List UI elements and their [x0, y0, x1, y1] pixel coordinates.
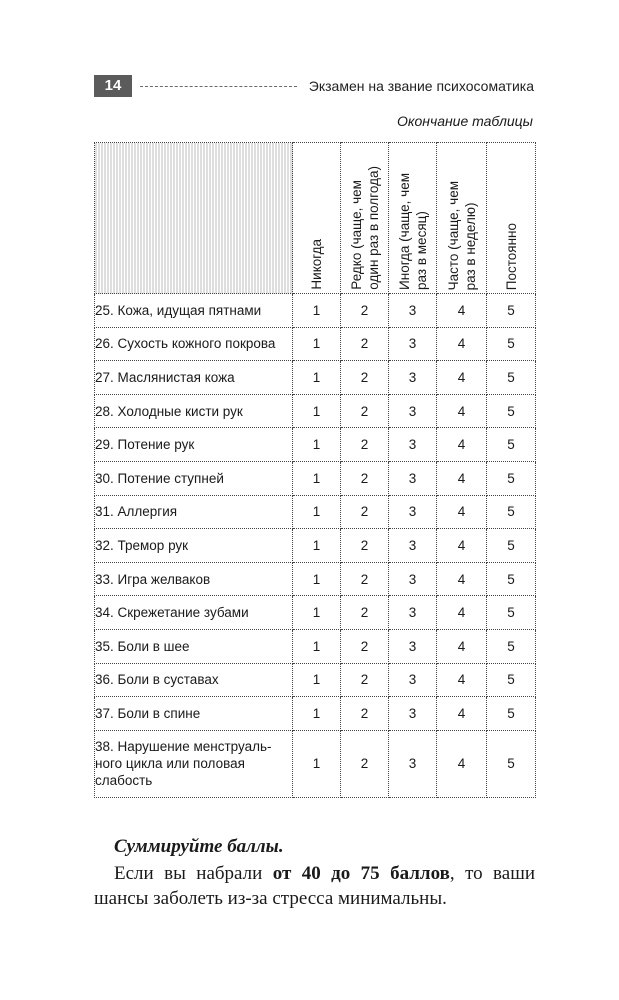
score-cell: 5 [487, 562, 536, 596]
score-cell: 5 [487, 394, 536, 428]
summary-text-end: , то ваши шансы заболеть из-за стресса минимальны. [94, 863, 535, 909]
table-row [95, 529, 536, 563]
score-cell: 1 [293, 629, 341, 663]
score-cell: 1 [293, 730, 341, 797]
column-header [341, 143, 389, 294]
score-cell: 3 [389, 596, 437, 630]
symptom-label: 25. Кожа, идущая пятнами [95, 294, 293, 328]
symptom-label: 30. Потение ступней [95, 461, 293, 495]
table-header-corner [95, 143, 293, 294]
column-header [487, 143, 536, 294]
score-cell: 4 [437, 294, 487, 328]
symptom-label: 32. Тремор рук [95, 529, 293, 563]
table-row [95, 327, 536, 361]
table-row [95, 461, 536, 495]
score-cell: 2 [341, 529, 389, 563]
symptom-label: 36. Боли в суставах [95, 663, 293, 697]
symptom-label: 34. Скрежетание зубами [95, 596, 293, 630]
score-cell: 4 [437, 663, 487, 697]
score-cell: 1 [293, 697, 341, 731]
score-cell: 3 [389, 394, 437, 428]
table-caption: Окончание таблицы [396, 113, 533, 129]
symptom-label: 26. Сухость кожного покрова [95, 327, 293, 361]
score-cell: 1 [293, 596, 341, 630]
score-cell: 5 [487, 495, 536, 529]
score-cell: 4 [437, 730, 487, 797]
table-row [95, 495, 536, 529]
table-row [95, 596, 536, 630]
column-header-label: Часто (чаще, чем раз в неделю) [445, 180, 478, 290]
summary-score-range: от 40 до 75 баллов [272, 863, 450, 884]
column-header-label: Иногда (чаще, чем раз в месяц) [396, 173, 429, 290]
symptom-label: 33. Игра желваков [95, 562, 293, 596]
score-cell: 1 [293, 461, 341, 495]
score-cell: 4 [437, 394, 487, 428]
score-cell: 5 [487, 428, 536, 462]
summary-text-start: Если вы набрали [114, 863, 273, 884]
symptom-label: 28. Холодные кисти рук [95, 394, 293, 428]
score-cell: 2 [341, 461, 389, 495]
table-row [95, 562, 536, 596]
score-cell: 4 [437, 596, 487, 630]
score-cell: 2 [341, 294, 389, 328]
table-row [95, 663, 536, 697]
table-row [95, 394, 536, 428]
symptom-label: 27. Маслянистая кожа [95, 361, 293, 395]
score-cell: 3 [389, 428, 437, 462]
score-cell: 5 [487, 596, 536, 630]
score-cell: 1 [293, 394, 341, 428]
score-cell: 1 [293, 294, 341, 328]
score-cell: 2 [341, 629, 389, 663]
score-cell: 1 [293, 562, 341, 596]
symptom-label: 37. Боли в спине [95, 697, 293, 731]
score-cell: 1 [293, 529, 341, 563]
summary-text [94, 861, 535, 911]
score-cell: 2 [341, 596, 389, 630]
score-cell: 3 [389, 327, 437, 361]
score-cell: 1 [293, 428, 341, 462]
score-cell: 2 [341, 562, 389, 596]
score-cell: 3 [389, 529, 437, 563]
running-title: Экзамен на звание психосоматика [308, 78, 534, 94]
score-cell: 3 [389, 294, 437, 328]
table-row [95, 629, 536, 663]
score-cell: 4 [437, 327, 487, 361]
score-cell: 5 [487, 663, 536, 697]
table-row [95, 428, 536, 462]
column-header-label: Никогда [309, 239, 324, 290]
summary-title: Суммируйте баллы. [114, 836, 284, 857]
score-cell: 1 [293, 495, 341, 529]
score-cell: 3 [389, 495, 437, 529]
column-header [437, 143, 487, 294]
score-cell: 1 [293, 327, 341, 361]
score-cell: 4 [437, 428, 487, 462]
score-cell: 5 [487, 629, 536, 663]
score-cell: 3 [389, 697, 437, 731]
score-cell: 5 [487, 294, 536, 328]
score-cell: 2 [341, 327, 389, 361]
score-cell: 4 [437, 529, 487, 563]
score-cell: 4 [437, 461, 487, 495]
column-header [389, 143, 437, 294]
score-cell: 5 [487, 327, 536, 361]
table-row [95, 697, 536, 731]
score-cell: 2 [341, 361, 389, 395]
score-cell: 5 [487, 697, 536, 731]
symptom-label: 31. Аллергия [95, 495, 293, 529]
score-cell: 3 [389, 629, 437, 663]
score-cell: 3 [389, 461, 437, 495]
score-cell: 2 [341, 663, 389, 697]
score-cell: 3 [389, 361, 437, 395]
table-body [95, 294, 536, 798]
score-cell: 4 [437, 562, 487, 596]
column-header-label: Редко (чаще, чем один раз в полгода) [348, 166, 381, 290]
running-header [94, 74, 534, 98]
summary-section [94, 834, 535, 911]
table-row [95, 294, 536, 328]
score-cell: 1 [293, 361, 341, 395]
header-dashed-rule [140, 86, 297, 87]
score-cell: 5 [487, 461, 536, 495]
score-cell: 4 [437, 361, 487, 395]
score-cell: 1 [293, 663, 341, 697]
symptom-label: 29. Потение рук [95, 428, 293, 462]
score-cell: 4 [437, 629, 487, 663]
score-cell: 3 [389, 730, 437, 797]
score-cell: 4 [437, 495, 487, 529]
score-cell: 2 [341, 730, 389, 797]
table-row [95, 730, 536, 797]
table-row [95, 361, 536, 395]
score-cell: 5 [487, 730, 536, 797]
symptom-table [94, 142, 536, 798]
score-cell: 2 [341, 394, 389, 428]
symptom-label: 35. Боли в шее [95, 629, 293, 663]
score-cell: 2 [341, 495, 389, 529]
score-cell: 2 [341, 428, 389, 462]
score-cell: 3 [389, 562, 437, 596]
score-cell: 2 [341, 697, 389, 731]
score-cell: 4 [437, 697, 487, 731]
score-cell: 5 [487, 361, 536, 395]
score-cell: 5 [487, 529, 536, 563]
column-header [293, 143, 341, 294]
page-number: 14 [94, 75, 132, 97]
score-cell: 3 [389, 663, 437, 697]
symptom-label: 38. Нарушение менструаль- ного цикла или половая слабость [95, 730, 293, 797]
column-header-label: Постоянно [503, 222, 519, 290]
